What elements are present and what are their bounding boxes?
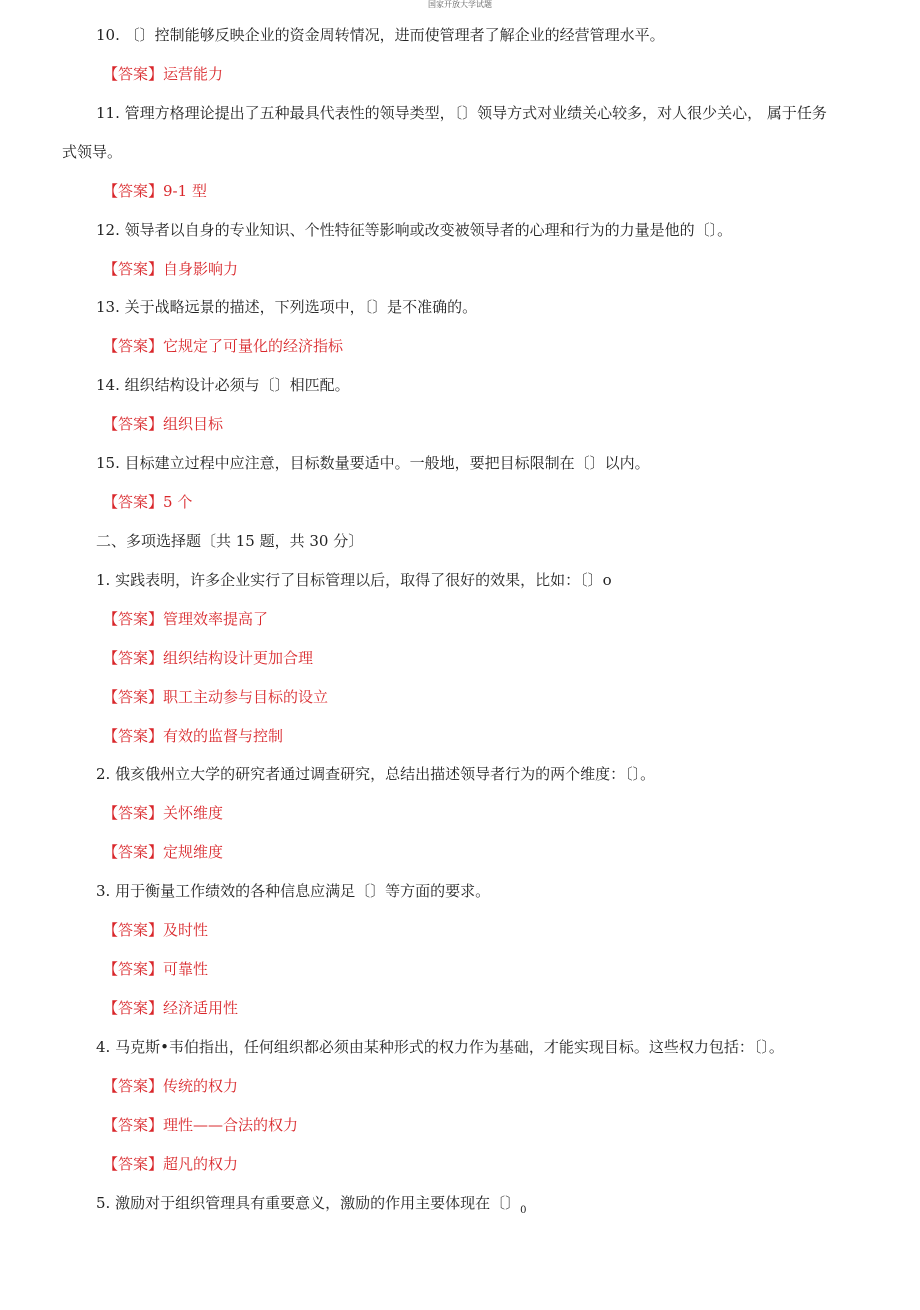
- answer-text: 理性——合法的权力: [163, 1116, 299, 1134]
- answer-tag: 【答案】: [103, 843, 164, 861]
- answer-text: 及时性: [163, 921, 209, 939]
- answer-line: [103, 63, 223, 85]
- question-text: 2. 俄亥俄州立大学的研究者通过调查研究，总结出描述领导者行为的两个维度：〔〕。: [96, 765, 656, 783]
- question-line: [96, 1192, 526, 1217]
- answer-line: [103, 725, 283, 747]
- answer-text: 5 个: [163, 493, 193, 511]
- answer-tag: 【答案】: [103, 649, 164, 667]
- answer-tag: 【答案】: [103, 1116, 164, 1134]
- answer-line: [103, 491, 192, 513]
- answer-line: [103, 258, 238, 280]
- answer-text: 传统的权力: [163, 1077, 239, 1095]
- answer-text: 运营能力: [163, 65, 224, 83]
- answer-tag: 【答案】: [103, 493, 164, 511]
- answer-tag: 【答案】: [103, 960, 164, 978]
- question-suffix: 0: [520, 1205, 527, 1216]
- answer-tag: 【答案】: [103, 1155, 164, 1173]
- answer-line: [103, 647, 313, 669]
- answer-line: [103, 841, 223, 863]
- answer-text: 它规定了可量化的经济指标: [163, 337, 344, 355]
- question-line: [96, 452, 650, 474]
- question-line: [96, 102, 827, 124]
- question-line: [96, 763, 655, 785]
- answer-text: 9-1 型: [163, 182, 207, 200]
- section-heading: [96, 530, 363, 552]
- answer-line: [103, 180, 207, 202]
- question-text: 14. 组织结构设计必须与〔〕相匹配。: [96, 376, 350, 394]
- answer-tag: 【答案】: [103, 415, 164, 433]
- question-line: [96, 374, 350, 396]
- answer-line: [103, 1114, 298, 1136]
- question-line: [96, 24, 665, 46]
- answer-text: 定规维度: [163, 843, 224, 861]
- answer-tag: 【答案】: [103, 65, 164, 83]
- answer-tag: 【答案】: [103, 1077, 164, 1095]
- answer-text: 管理效率提高了: [163, 610, 269, 628]
- question-line: [62, 141, 122, 163]
- running-header: 国家开放大学试题: [428, 0, 492, 9]
- question-line: [96, 569, 612, 591]
- answer-tag: 【答案】: [103, 610, 164, 628]
- question-text: 12. 领导者以自身的专业知识、个性特征等影响或改变被领导者的心理和行为的力量是他的〔〕。: [96, 221, 733, 239]
- answer-tag: 【答案】: [103, 688, 164, 706]
- answer-text: 组织结构设计更加合理: [163, 649, 314, 667]
- question-text: 10. 〔〕控制能够反映企业的资金周转情况，进而使管理者了解企业的经营管理水平。: [96, 26, 665, 44]
- question-text: 5. 激励对于组织管理具有重要意义，激励的作用主要体现在〔〕: [96, 1194, 521, 1212]
- answer-text: 超凡的权力: [163, 1155, 239, 1173]
- answer-text: 有效的监督与控制: [163, 727, 284, 745]
- section-heading-text: 二、多项选择题〔共 15 题，共 30 分〕: [96, 532, 364, 550]
- answer-line: [103, 335, 343, 357]
- answer-line: [103, 802, 223, 824]
- answer-tag: 【答案】: [103, 999, 164, 1017]
- answer-tag: 【答案】: [103, 921, 164, 939]
- answer-tag: 【答案】: [103, 727, 164, 745]
- answer-text: 可靠性: [163, 960, 209, 978]
- answer-tag: 【答案】: [103, 260, 164, 278]
- question-text: 15. 目标建立过程中应注意，目标数量要适中。一般地，要把目标限制在〔〕以内。: [96, 454, 650, 472]
- question-line: [96, 296, 477, 318]
- answer-text: 关怀维度: [163, 804, 224, 822]
- answer-line: [103, 958, 208, 980]
- question-text: 11. 管理方格理论提出了五种最具代表性的领导类型，〔〕领导方式对业绩关心较多，对人很少关心， 属于任务: [96, 104, 827, 122]
- question-text: 4. 马克斯•韦伯指出，任何组织都必须由某种形式的权力作为基础，才能实现目标。这些权力包括：〔〕。: [96, 1038, 784, 1056]
- question-line: [96, 1036, 784, 1058]
- answer-text: 组织目标: [163, 415, 224, 433]
- answer-line: [103, 1153, 238, 1175]
- question-text: 式领导。: [62, 143, 123, 161]
- answer-text: 职工主动参与目标的设立: [163, 688, 329, 706]
- question-text: 3. 用于衡量工作绩效的各种信息应满足〔〕等方面的要求。: [96, 882, 491, 900]
- question-text: 13. 关于战略远景的描述，下列选项中，〔〕是不准确的。: [96, 298, 478, 316]
- answer-tag: 【答案】: [103, 182, 164, 200]
- answer-text: 自身影响力: [163, 260, 239, 278]
- answer-text: 经济适用性: [163, 999, 239, 1017]
- answer-tag: 【答案】: [103, 337, 164, 355]
- question-text: 1. 实践表明，许多企业实行了目标管理以后，取得了很好的效果，比如：〔〕o: [96, 571, 612, 589]
- answer-line: [103, 919, 208, 941]
- question-line: [96, 880, 490, 902]
- answer-tag: 【答案】: [103, 804, 164, 822]
- answer-line: [103, 413, 223, 435]
- answer-line: [103, 1075, 238, 1097]
- answer-line: [103, 686, 328, 708]
- answer-line: [103, 997, 238, 1019]
- question-line: [96, 219, 732, 241]
- answer-line: [103, 608, 268, 630]
